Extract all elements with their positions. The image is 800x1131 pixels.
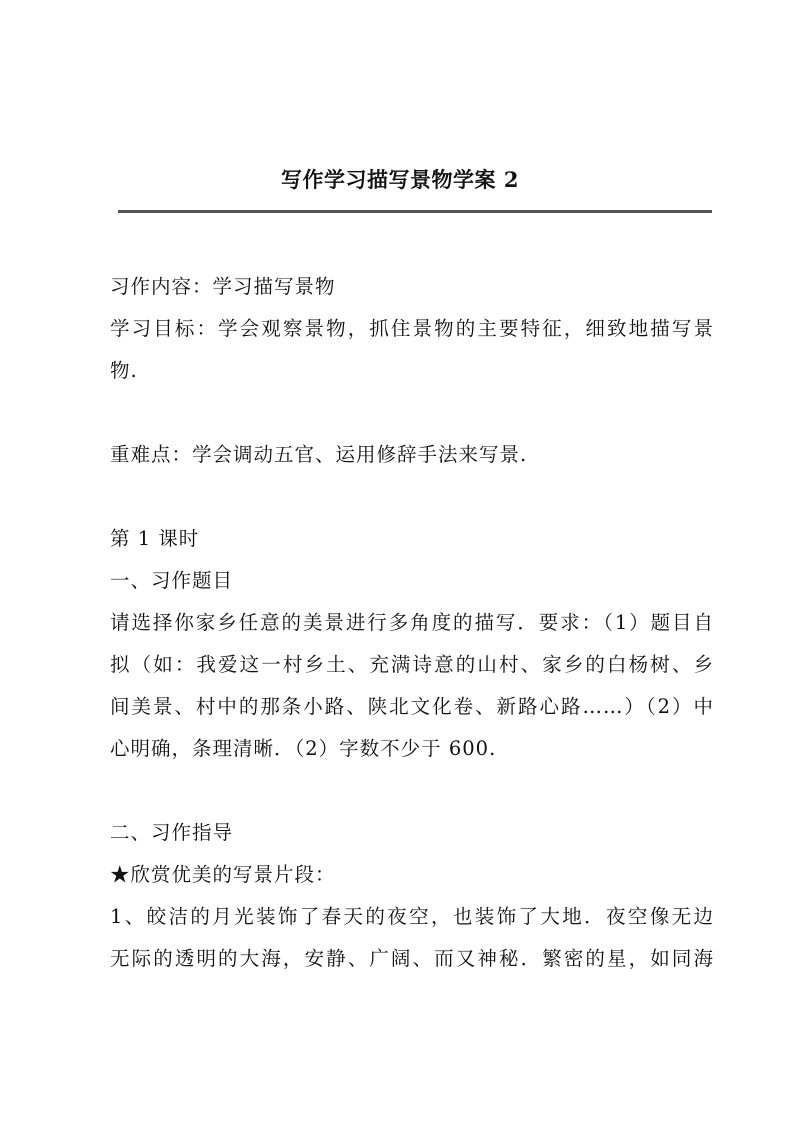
content-line: 习作内容：学习描写景物 (110, 275, 336, 298)
paragraph-line: 无际的透明的大海，安静、广阔、而又神秘．繁密的星，如同海 (110, 947, 714, 970)
goal-line: 学习目标：学会观察景物，抓住景物的主要特征，细致地描写景 (110, 317, 714, 340)
goal-line-cont: 物. (110, 359, 138, 382)
paragraph-line: 心明确，条理清晰．（2）字数不少于 600. (110, 737, 497, 760)
paragraph-line: 间美景、村中的那条小路、陕北文化卷、新路心路……）（2）中 (110, 695, 714, 718)
section-heading-topic: 一、习作题目 (110, 569, 234, 592)
paragraph-line: 拟（如：我爱这一村乡土、充满诗意的山村、家乡的白杨树、乡 (110, 653, 714, 676)
title-divider (118, 210, 712, 213)
subheading-appreciate: ★欣赏优美的写景片段： (110, 863, 336, 886)
paragraph-line: 请选择你家乡任意的美景进行多角度的描写．要求：（1）题目自 (110, 611, 714, 634)
lesson-heading: 第 1 课时 (110, 527, 200, 550)
difficulty-line: 重难点：学会调动五官、运用修辞手法来写景. (110, 443, 528, 466)
paragraph-line: 1、皎洁的月光装饰了春天的夜空，也装饰了大地．夜空像无边 (110, 905, 714, 928)
section-heading-guide: 二、习作指导 (110, 821, 234, 844)
document-title: 写作学习描写景物学案 2 (281, 167, 519, 192)
